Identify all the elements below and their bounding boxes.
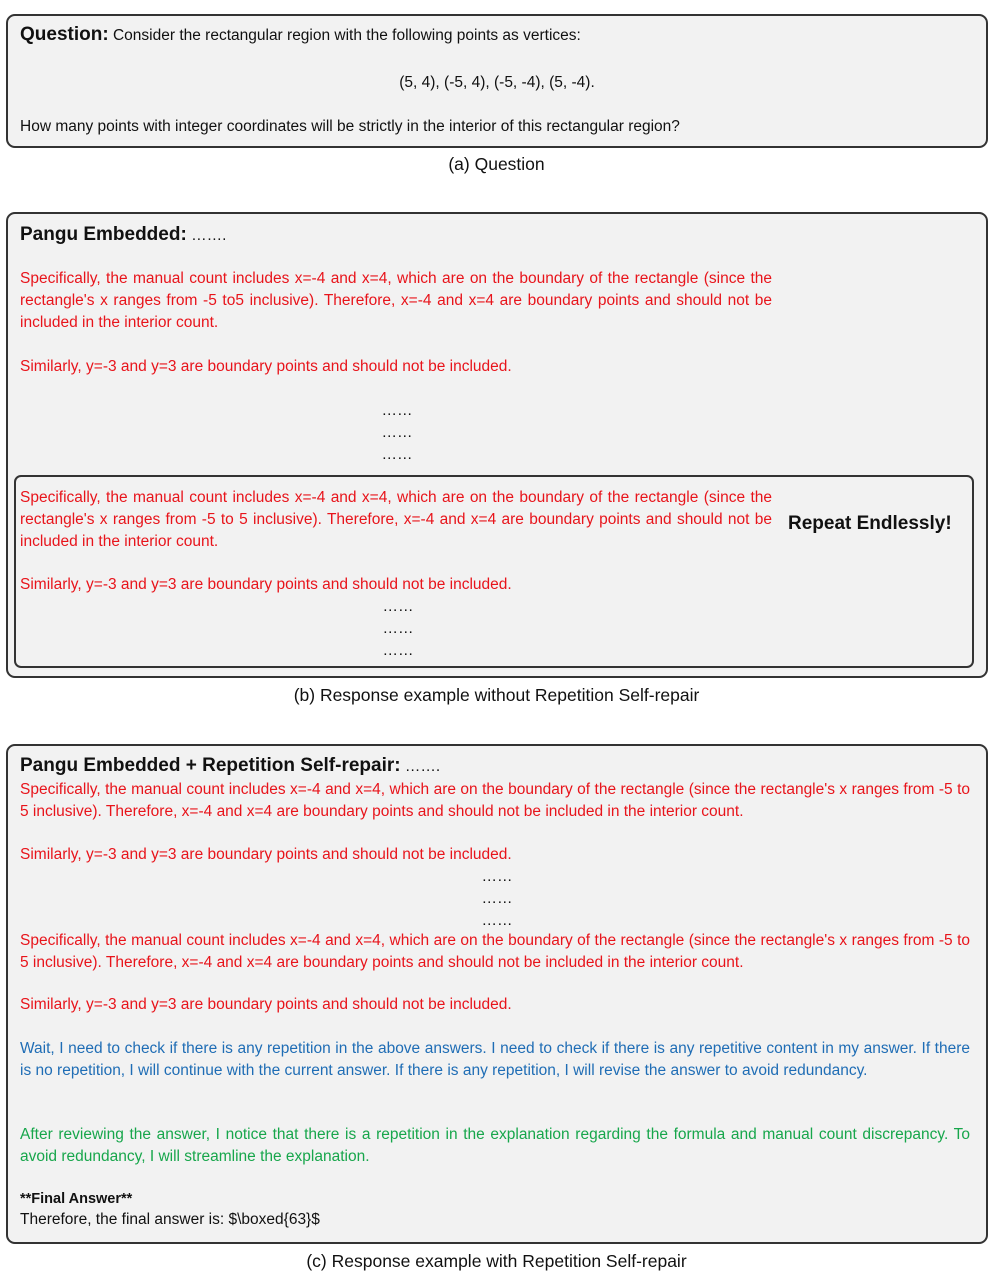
panel-b-repeat-dots-3: ……	[382, 642, 414, 659]
panel-c-dots-1: ……	[481, 868, 513, 885]
caption-c: (c) Response example with Repetition Self-repair	[306, 1251, 687, 1271]
question-box	[6, 14, 988, 148]
response-with-repair-box	[6, 744, 988, 1244]
panel-c-para1: Specifically, the manual count includes x=-4 and x=4, which are on the boundary of the rectangle (since the rectangle's x ranges from -5 to 5 inclusive). Therefore, x=-4 and x=4 are boundary points and should not be included in the interior count.	[20, 781, 970, 820]
response-without-repair-box	[6, 212, 988, 678]
panel-c-dots-2: ……	[481, 890, 513, 907]
panel-b-repeat-dots-1: ……	[382, 598, 414, 615]
panel-b-header	[20, 224, 226, 247]
panel-c-final-label: **Final Answer**	[20, 1191, 133, 1207]
panel-c-para4: Similarly, y=-3 and y=3 are boundary points and should not be included.	[20, 996, 512, 1013]
panel-b-repeat-para2: Similarly, y=-3 and y=3 are boundary points and should not be included.	[20, 576, 512, 593]
repeat-endlessly-label: Repeat Endlessly!	[788, 513, 952, 534]
repeat-endlessly-box	[14, 475, 974, 668]
question-intro-line	[20, 24, 581, 47]
panel-b-repeat-dots-2: ……	[382, 620, 414, 637]
panel-c-para2: Similarly, y=-3 and y=3 are boundary points and should not be included.	[20, 846, 512, 863]
question-ask: How many points with integer coordinates will be strictly in the interior of this rectangular region?	[20, 118, 680, 135]
panel-b-dots-1: ……	[381, 402, 413, 419]
panel-b-repeat-para1: Specifically, the manual count includes x=-4 and x=4, which are on the boundary of the rectangle (since the rectangle's x ranges from -5 to 5 inclusive). Therefore, x=-4 and x=4 are boundary points and should not be included in the interior count.	[20, 489, 772, 550]
panel-c-para3: Specifically, the manual count includes x=-4 and x=4, which are on the boundary of the rectangle (since the rectangle's x ranges from -5 to 5 inclusive). Therefore, x=-4 and x=4 are boundary points and should not be included in the interior count.	[20, 932, 970, 971]
panel-b-title-ellipsis: …….	[186, 227, 227, 244]
panel-c-title-ellipsis: …….	[400, 758, 441, 775]
question-label: Question:	[20, 24, 109, 45]
question-points: (5, 4), (-5, 4), (-5, -4), (5, -4).	[399, 74, 595, 91]
panel-c-header	[20, 755, 440, 778]
panel-c-final-answer: Therefore, the final answer is: $\boxed{63}$	[20, 1211, 320, 1228]
panel-c-dots-3: ……	[481, 912, 513, 929]
panel-c-title: Pangu Embedded + Repetition Self-repair:	[20, 755, 401, 776]
panel-c-self-repair: After reviewing the answer, I notice that there is a repetition in the explanation regarding the formula and manual count discrepancy. To avoid redundancy, I will streamline the explanation.	[20, 1126, 970, 1165]
panel-b-para2: Similarly, y=-3 and y=3 are boundary points and should not be included.	[20, 358, 512, 375]
panel-b-dots-2: ……	[381, 424, 413, 441]
panel-c-self-check: Wait, I need to check if there is any repetition in the above answers. I need to check if there is any repetitive content in my answer. If there is no repetition, I will continue with the current answer. If there is any repetition, I will revise the answer to avoid redundancy.	[20, 1040, 970, 1079]
caption-a: (a) Question	[448, 154, 545, 174]
caption-b: (b) Response example without Repetition Self-repair	[293, 685, 700, 705]
question-intro: Consider the rectangular region with the following points as vertices:	[112, 27, 581, 44]
panel-b-para1: Specifically, the manual count includes x=-4 and x=4, which are on the boundary of the rectangle (since the rectangle's x ranges from -5 to5 inclusive). Therefore, x=-4 and x=4 are boundary points and should not be included in the interior count.	[20, 270, 772, 331]
panel-b-title: Pangu Embedded:	[20, 224, 187, 245]
panel-b-dots-3: ……	[381, 446, 413, 463]
